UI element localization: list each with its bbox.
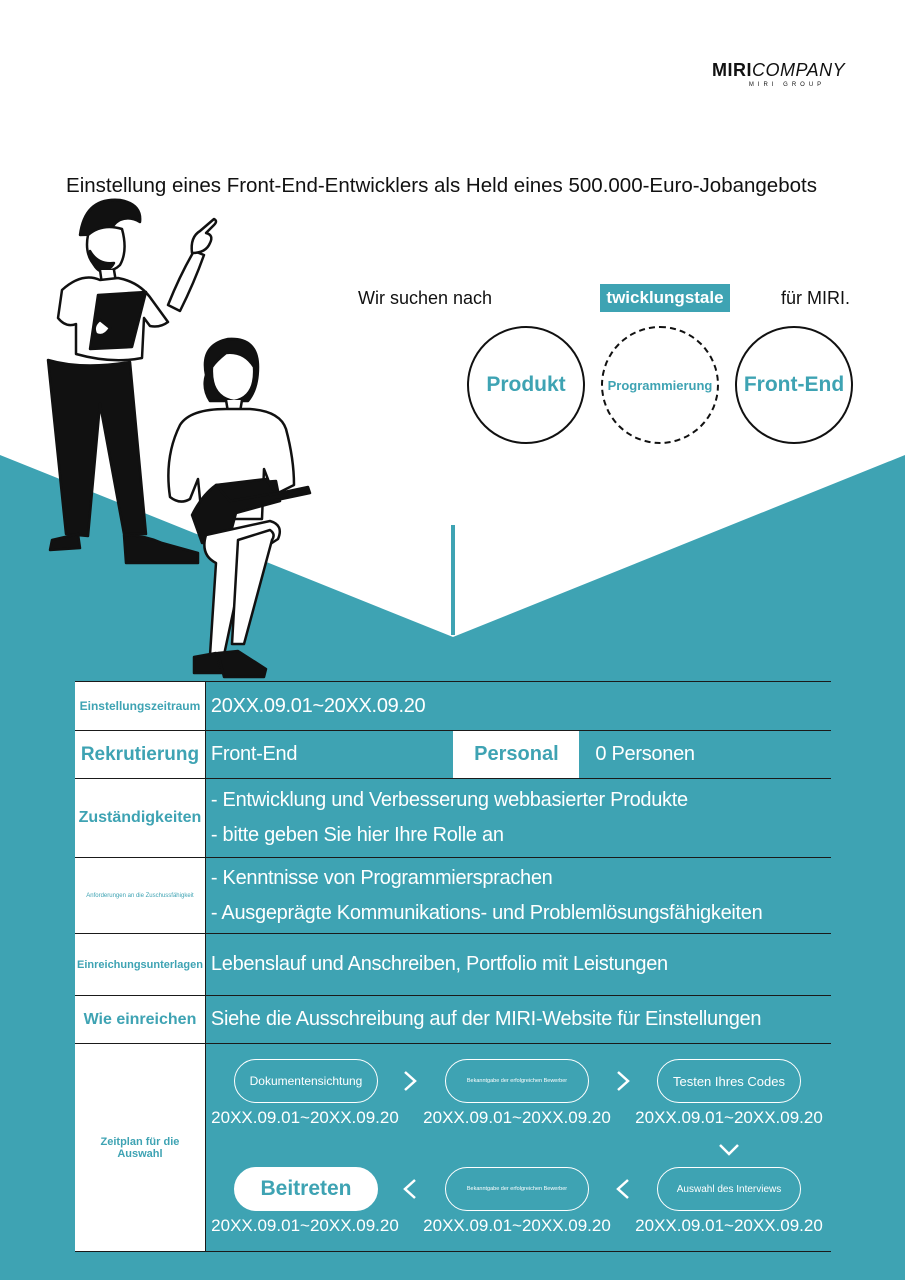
table-row-how <box>75 996 831 1044</box>
step-date: 20XX.09.01~20XX.09.20 <box>211 1216 399 1235</box>
duties-value <box>205 779 831 858</box>
circle-programmierung: Programmierung <box>601 326 719 444</box>
duties-line: - bitte geben Sie hier Ihre Rolle an <box>210 824 504 846</box>
step-date: 20XX.09.01~20XX.09.20 <box>211 1108 399 1127</box>
circle-produkt: Produkt <box>467 326 585 444</box>
duties-line: - Entwicklung und Verbesserung webbasierter Produkte <box>210 789 688 811</box>
step-code-test: Testen Ihres Codes <box>657 1059 801 1103</box>
recruit-value: Front-End <box>205 731 453 779</box>
documents-value: Lebenslauf und Anschreiben, Portfolio mit Leistungen <box>205 934 831 996</box>
step-interview: Auswahl des Interviews <box>657 1167 801 1211</box>
people-illustration <box>20 195 320 685</box>
logo-subtitle: MIRI GROUP <box>748 82 826 88</box>
requirements-line: - Kenntnisse von Programmiersprachen <box>210 866 553 889</box>
recruit-label: Rekrutierung <box>75 731 205 779</box>
page-title: Einstellung eines Front-End-Entwicklers als Held eines 500.000-Euro-Jobangebots <box>66 174 817 197</box>
schedule-label: Zeitplan für die Auswahl <box>75 1044 205 1252</box>
chevron-left-icon <box>401 1178 419 1200</box>
table-row-duties <box>75 779 831 858</box>
circle-front-end: Front-End <box>735 326 853 444</box>
chevron-down-icon <box>718 1141 740 1157</box>
company-logo <box>712 60 854 88</box>
table-row-documents <box>75 934 831 996</box>
how-label: Wie einreichen <box>75 996 205 1044</box>
step-date: 20XX.09.01~20XX.09.20 <box>635 1216 823 1235</box>
how-value: Siehe die Ausschreibung auf der MIRI-Website für Einstellungen <box>205 996 831 1044</box>
step-join: Beitreten <box>234 1167 378 1211</box>
chevron-right-icon <box>401 1070 419 1092</box>
requirements-line: - Ausgeprägte Kommunikations- und Problemlösungsfähigkeiten <box>210 901 763 924</box>
documents-label: Einreichungsunterlagen <box>75 934 205 996</box>
step-date: 20XX.09.01~20XX.09.20 <box>635 1108 823 1127</box>
personal-label: Personal <box>453 731 579 779</box>
search-prefix: Wir suchen nach <box>358 288 493 308</box>
step-announce-1: Bekanntgabe der erfolgreichen Bewerber <box>445 1059 589 1103</box>
table-row-period <box>75 682 831 731</box>
step-announce-2: Bekanntgabe der erfolgreichen Bewerber <box>445 1167 589 1211</box>
search-highlight: twicklungstale <box>600 284 730 312</box>
logo-mark: MIRI <box>712 60 752 80</box>
table-row-requirements <box>75 858 831 934</box>
chevron-left-icon <box>614 1178 632 1200</box>
chevron-right-icon <box>614 1070 632 1092</box>
step-date: 20XX.09.01~20XX.09.20 <box>423 1216 611 1235</box>
period-label: Einstellungszeitraum <box>75 682 205 731</box>
table-row-recruit <box>75 731 831 779</box>
step-date: 20XX.09.01~20XX.09.20 <box>423 1108 611 1127</box>
personal-value: 0 Personen <box>579 731 831 779</box>
requirements-value <box>205 858 831 934</box>
search-suffix: für MIRI. <box>781 288 851 308</box>
step-document-review: Dokumentensichtung <box>234 1059 378 1103</box>
period-value: 20XX.09.01~20XX.09.20 <box>205 682 831 731</box>
logo-word: COMPANY <box>752 60 846 80</box>
requirements-label: Anforderungen an die Zuschussfähigkeit <box>75 858 205 934</box>
duties-label: Zuständigkeiten <box>75 779 205 858</box>
